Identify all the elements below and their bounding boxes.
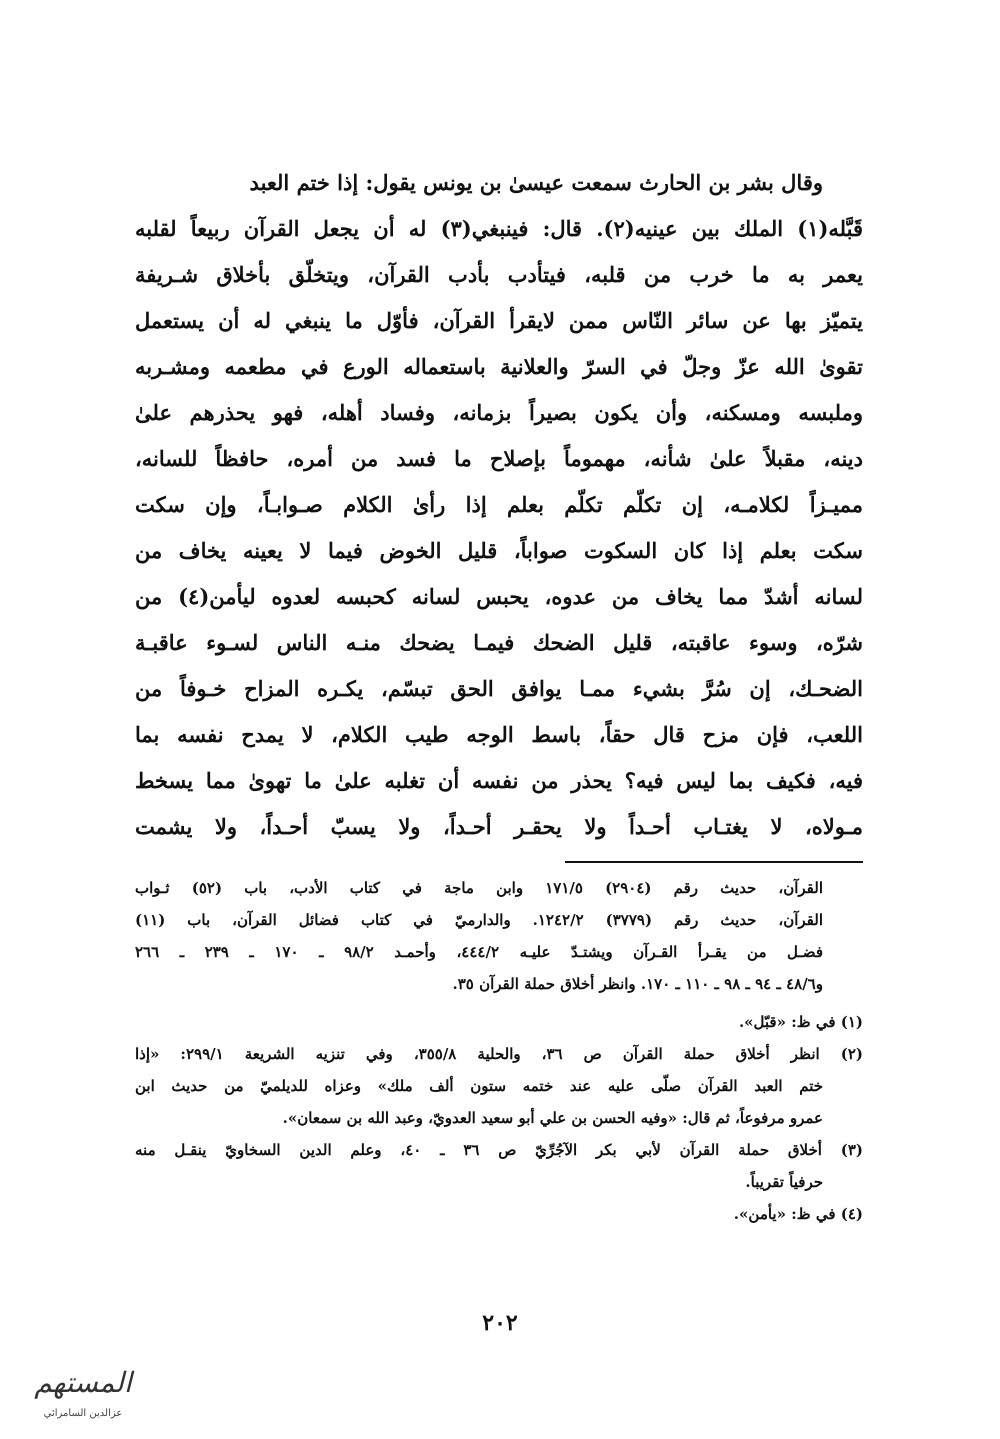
publisher-logo (8, 1360, 158, 1432)
footnote-continuation-line-2: القرآن، حديث رقم (٣٧٧٩) ١٢٤٢/٢. والدارميّ في كتاب فضائل القرآن، باب (١١) (135, 911, 823, 929)
footnote-1: (١) في ظ: «قبّل». (738, 1013, 863, 1031)
footnote-4: (٤) في ظ: «يأمن». (733, 1205, 863, 1223)
main-text-line-8: مميـزاً لكلامـه، إن تكلّم تكلّم بعلم إذا رأىٰ الكلام صـوابـاً، وإن سكت (135, 492, 863, 517)
footnote-separator (565, 861, 863, 863)
main-text-line-6: وملبسه ومسكنه، وأن يكون بصيراً بزمانه، وفساد أهله، فهو يحذرهم علىٰ (135, 400, 863, 425)
footnote-2-line-3: عمرو مرفوعاً، ثم قال: «وفيه الحسن بن علي أبو سعيد العدويّ، وعبد الله بن سمعان». (282, 1109, 823, 1127)
footnote-2-line-2: ختم العبد القرآن صلّى عليه عند ختمه ستون ألف ملك» وعزاه للديلميّ من حديث ابن (135, 1077, 823, 1095)
logo-text: المستهم (34, 1366, 132, 1399)
footnote-3-line-2: حرفياً تقريباً. (745, 1173, 823, 1191)
main-text-line-15: مـولاه، لا يغتـاب أحـداً ولا يحقـر أحـداً، ولا يسبّ أحـداً، ولا يشمت (135, 814, 863, 839)
footnote-continuation-line-4: و٤٨/٦ ـ ٩٤ ـ ٩٨ ـ ١١٠ ـ ١٧٠. وانظر أخلاق حملة القرآن ٣٥. (452, 975, 823, 993)
footnote-3-line-1: (٣) أخلاق حملة القرآن لأبي بكر الآجُرِّيّ ص ٣٦ ـ ٤٠، وعلم الدين السخاويّ ينقـل منه (135, 1141, 863, 1159)
main-text-line-13: اللعب، فإن مزح قال حقاً، باسط الوجه طيب الكلام، لا يمدح نفسه بما (135, 722, 863, 747)
main-text-line-1: وقال بشر بن الحارث سمعت عيسىٰ بن يونس يقول: إذا ختم العبد (249, 170, 823, 195)
main-text-line-4: يتميّز بها عن سائر النّاس ممن لايقرأ القرآن، فأوّل ما ينبغي له أن يستعمل (135, 308, 863, 333)
main-text-line-14: فيه، فكيف بما ليس فيه؟ يحذر من نفسه أن تغلبه علىٰ ما تهوىٰ مما يسخط (135, 768, 863, 793)
page-number: ٢٠٢ (482, 1310, 518, 1336)
main-text-block (135, 160, 863, 850)
main-text-line-2: قَبَّله(١) الملك بين عينيه(٢). قال: فينبغي(٣) له أن يجعل القرآن ربيعاً لقلبه (135, 216, 863, 241)
footnote-2-line-1: (٢) انظر أخلاق حملة القرآن ص ٣٦، والحلية ٣٥٥/٨، وفي تنزيه الشريعة ٢٩٩/١: «إذا (135, 1045, 863, 1063)
footnote-continuation-line-1: القرآن، حديث رقم (٢٩٠٤) ١٧١/٥ وابن ماجة في كتاب الأدب، باب (٥٢) ثـواب (135, 879, 823, 897)
main-text-line-11: شرّه، وسوء عاقبته، قليل الضحك فيمـا يضحك منـه الناس لسـوء عاقبـة (135, 630, 863, 655)
main-text-line-3: يعمر به ما خرب من قلبه، فيتأدب بأدب القرآن، ويتخلّق بأخلاق شـريفة (135, 262, 863, 287)
logo-subtext: عزالدين السامرائي (43, 1408, 123, 1419)
main-text-line-9: سكت بعلم إذا كان السكوت صواباً، قليل الخوض فيما لا يعينه يخاف من (135, 538, 863, 563)
main-text-line-10: لسانه أشدّ مما يخاف من عدوه، يحبس لسانه كحبسه لعدوه ليأمن(٤) من (135, 584, 863, 609)
footnote-continuation-line-3: فضـل من يقـرأ القـرآن ويشتـدّ عليـه ٤٤٤/٢، وأحمـد ٩٨/٢ ـ ١٧٠ ـ ٢٣٩ ـ ٢٦٦ (135, 943, 823, 961)
footnotes-block (135, 872, 863, 1230)
main-text-line-5: تقوىٰ الله عزّ وجلّ في السرّ والعلانية باستعماله الورع في مطعمه ومشـربه (135, 354, 863, 379)
main-text-line-7: دينه، مقبلاً علىٰ شأنه، مهموماً بإصلاح ما فسد من أمره، حافظاً للسانه، (135, 446, 863, 471)
main-text-line-12: الضحـك، إن سُرَّ بشيء ممـا يوافق الحق تبسّم، يكـره المزاح خـوفاً من (135, 676, 863, 701)
